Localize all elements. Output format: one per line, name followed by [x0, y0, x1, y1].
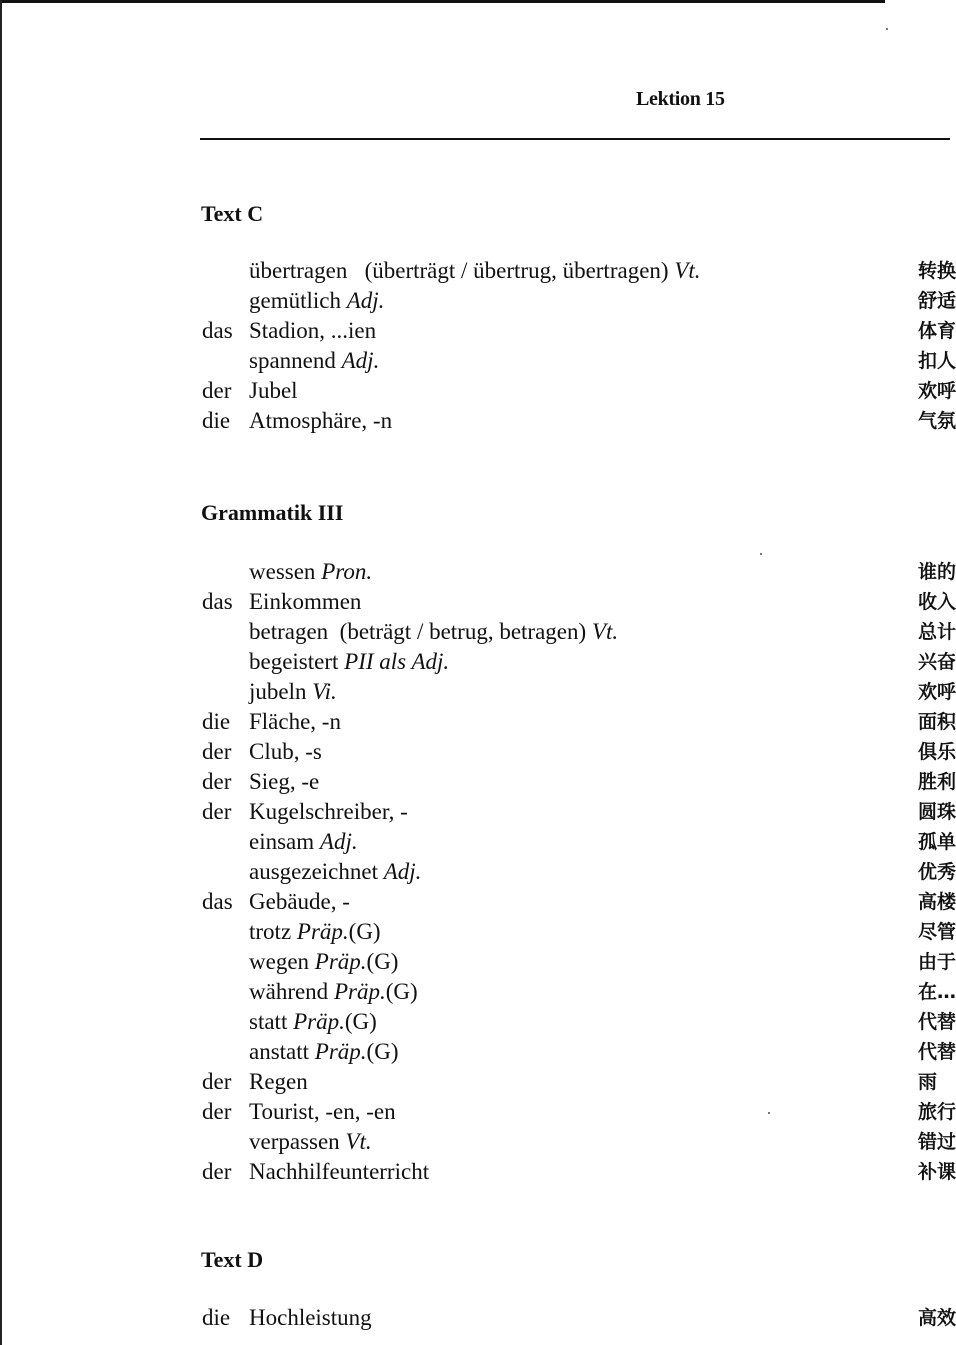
headword [249, 857, 421, 887]
headword [249, 256, 701, 286]
vocab-row [0, 767, 956, 797]
article: der [202, 1069, 232, 1094]
headword-text: wessen [249, 559, 316, 584]
headword-text: gemütlich [249, 288, 341, 313]
part-of-speech: PII als Adj. [344, 649, 450, 674]
chinese-translation: 欢呼 [918, 380, 956, 402]
headword [249, 406, 392, 436]
headword [249, 947, 398, 977]
headword [249, 1007, 377, 1037]
chinese-translation: 圆珠 [918, 801, 956, 823]
vocab-row [0, 376, 956, 406]
article: der [202, 378, 232, 403]
chinese-translation: 面积 [918, 711, 956, 733]
scan-speck [760, 553, 762, 555]
chinese-translation: 欢呼 [918, 681, 956, 703]
chinese-translation: 俱乐 [918, 741, 956, 763]
headword [249, 1037, 398, 1067]
vocab-row [0, 256, 956, 286]
part-of-speech: Adj. [319, 829, 358, 854]
chinese-translation: 舒适 [918, 290, 956, 312]
part-of-speech: Präp. [293, 1009, 345, 1034]
headword [249, 376, 298, 406]
chinese-translation: 尽管 [918, 921, 956, 943]
headword-text: einsam [249, 829, 315, 854]
part-of-speech: Vt. [345, 1129, 372, 1154]
headword [249, 827, 358, 857]
part-of-speech: Adj. [341, 348, 380, 373]
chinese-translation: 兴奋 [918, 651, 956, 673]
part-of-speech: Vt. [674, 258, 701, 283]
vocab-row [0, 587, 956, 617]
headword-text: Atmosphäre, -n [249, 408, 393, 433]
headword [249, 797, 408, 827]
vocab-row [0, 1127, 956, 1157]
article: der [202, 1159, 232, 1184]
part-of-speech: Adj. [383, 859, 422, 884]
headword [249, 587, 361, 617]
case-marker: (G) [385, 979, 418, 1004]
headword [249, 1127, 372, 1157]
vocab-row [0, 1097, 956, 1127]
headword-text: spannend [249, 348, 336, 373]
article: die [202, 1305, 231, 1330]
vocab-row [0, 1067, 950, 1097]
article: das [202, 889, 233, 914]
vocab-row [0, 406, 956, 436]
vocab-row [0, 647, 956, 677]
header-rule [200, 138, 950, 140]
headword [249, 1097, 396, 1127]
chinese-translation: 补课 [918, 1161, 956, 1183]
vocab-row [0, 797, 956, 827]
article: der [202, 769, 232, 794]
headword-text: Gebäude, - [249, 889, 350, 914]
chinese-translation: 高楼 [918, 891, 956, 913]
vocab-row [0, 1303, 956, 1333]
headword [249, 707, 341, 737]
part-of-speech: Vt. [591, 619, 619, 644]
chinese-translation: 由于 [918, 951, 956, 973]
section-title-text-d: Text D [201, 1247, 264, 1272]
chinese-translation: 在… [918, 981, 956, 1003]
case-marker: (G) [366, 1039, 399, 1064]
headword-text: begeistert [249, 649, 339, 674]
vocab-row [0, 617, 956, 647]
vocab-row [0, 737, 956, 767]
vocab-row [0, 917, 956, 947]
headword-text: betragen (beträgt / betrug, betragen) [249, 619, 587, 644]
headword-text: Jubel [249, 378, 298, 403]
chinese-translation: 扣人 [918, 350, 956, 372]
vocab-row [0, 286, 956, 316]
headword-text: anstatt [249, 1039, 310, 1064]
headword [249, 286, 384, 316]
chinese-translation: 胜利 [918, 771, 956, 793]
headword-text: Stadion, ...ien [249, 318, 377, 343]
headword [249, 917, 381, 947]
part-of-speech: Vi. [312, 679, 337, 704]
headword-text: Fläche, -n [249, 709, 341, 734]
scan-speck [886, 28, 888, 30]
headword-text: verpassen [249, 1129, 340, 1154]
chinese-translation: 代替 [918, 1041, 956, 1063]
headword [249, 1067, 308, 1097]
case-marker: (G) [366, 949, 399, 974]
vocab-row [0, 827, 956, 857]
article: das [202, 318, 233, 343]
headword [249, 977, 418, 1007]
chinese-translation: 雨 [918, 1071, 938, 1093]
vocab-row [0, 1007, 956, 1037]
top-border [0, 0, 885, 3]
part-of-speech: Pron. [321, 559, 373, 584]
article: der [202, 799, 232, 824]
headword [249, 677, 337, 707]
headword-text: ausgezeichnet [249, 859, 378, 884]
vocab-row [0, 346, 956, 376]
section-title-text-c: Text C [201, 201, 264, 226]
chinese-translation: 气氛 [918, 410, 956, 432]
part-of-speech: Adj. [346, 288, 385, 313]
headword [249, 557, 372, 587]
headword-text: Einkommen [249, 589, 362, 614]
chinese-translation: 转换 [918, 260, 956, 282]
part-of-speech: Präp. [314, 1039, 367, 1064]
headword [249, 1303, 372, 1333]
page-header: Lektion 15 [636, 88, 725, 110]
chinese-translation: 代替 [918, 1011, 956, 1033]
vocab-row [0, 857, 956, 887]
chinese-translation: 总计 [918, 621, 956, 643]
vocab-row [0, 947, 956, 977]
headword-text: Club, -s [249, 739, 322, 764]
headword [249, 1157, 429, 1187]
headword-text: Tourist, -en, -en [249, 1099, 396, 1124]
headword [249, 617, 618, 647]
headword [249, 767, 319, 797]
headword [249, 346, 379, 376]
headword [249, 647, 449, 677]
vocab-row [0, 557, 956, 587]
chinese-translation: 错过 [918, 1131, 956, 1153]
section-title-grammatik: Grammatik III [201, 500, 344, 525]
case-marker: (G) [344, 1009, 377, 1034]
vocab-row [0, 1157, 956, 1187]
headword [249, 887, 350, 917]
chinese-translation: 孤单 [918, 831, 956, 853]
headword-text: jubeln [249, 679, 307, 704]
vocab-row [0, 316, 956, 346]
chinese-translation: 收入 [918, 591, 956, 613]
headword-text: übertragen (überträgt / übertrug, übertragen) [249, 258, 669, 283]
headword-text: Hochleistung [249, 1305, 372, 1330]
headword-text: Regen [249, 1069, 308, 1094]
headword [249, 737, 322, 767]
headword [249, 316, 376, 346]
headword-text: Nachhilfeunterricht [249, 1159, 430, 1184]
article: das [202, 589, 233, 614]
part-of-speech: Präp. [333, 979, 386, 1004]
article: die [202, 408, 231, 433]
vocab-row [0, 707, 956, 737]
headword-text: Kugelschreiber, - [249, 799, 408, 824]
vocab-row [0, 677, 956, 707]
chinese-translation: 体育 [918, 320, 956, 342]
headword-text: trotz [249, 919, 292, 944]
article: die [202, 709, 231, 734]
chinese-translation: 旅行 [918, 1101, 956, 1123]
headword-text: statt [249, 1009, 288, 1034]
vocab-row [0, 887, 956, 917]
part-of-speech: Präp. [296, 919, 349, 944]
vocab-row [0, 1037, 956, 1067]
headword-text: wegen [249, 949, 310, 974]
chinese-translation: 高效 [918, 1307, 956, 1329]
article: der [202, 739, 232, 764]
chinese-translation: 谁的 [918, 561, 956, 583]
part-of-speech: Präp. [314, 949, 367, 974]
chinese-translation: 优秀 [918, 861, 956, 883]
headword-text: während [249, 979, 329, 1004]
case-marker: (G) [348, 919, 381, 944]
vocab-row [0, 977, 956, 1007]
headword-text: Sieg, -e [249, 769, 320, 794]
article: der [202, 1099, 232, 1124]
